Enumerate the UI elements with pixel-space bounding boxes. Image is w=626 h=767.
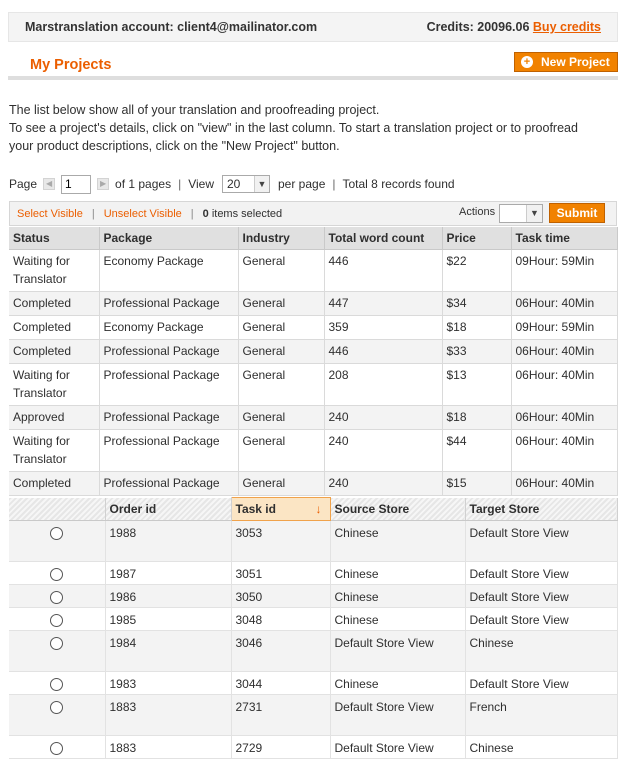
radio-cell [9, 585, 105, 608]
radio-cell [9, 736, 105, 759]
mass-action-bar [9, 201, 617, 226]
table-row[interactable] [9, 406, 617, 430]
table-row[interactable] [9, 250, 617, 292]
source-store-cell: Default Store View [330, 631, 465, 672]
table-row[interactable] [9, 340, 617, 364]
target-store-cell: Default Store View [465, 672, 617, 695]
source-store-cell: Chinese [330, 585, 465, 608]
table-row[interactable] [9, 521, 617, 562]
row-radio[interactable] [50, 637, 63, 650]
table-row[interactable] [9, 430, 617, 472]
target-store-cell: Chinese [465, 631, 617, 672]
order-id-cell: 1987 [105, 562, 231, 585]
intro-line-1: The list below show all of your translation and proofreading project. [9, 103, 380, 117]
order-id-cell: 1985 [105, 608, 231, 631]
col-word-count[interactable]: Total word count [324, 227, 442, 250]
col-task-id-label: Task id [235, 502, 276, 516]
col-status[interactable]: Status [9, 227, 99, 250]
intro-line-2: To see a project's details, click on "view" in the last column. To start a translation project or to proofread [9, 121, 578, 135]
radio-cell [9, 608, 105, 631]
table-row[interactable] [9, 316, 617, 340]
price-cell: $18 [442, 406, 511, 430]
package-cell: Professional Package [99, 430, 238, 472]
page-label: Page [9, 177, 38, 191]
target-store-cell: Default Store View [465, 585, 617, 608]
industry-cell: General [238, 472, 324, 496]
source-store-cell: Chinese [330, 521, 465, 562]
status-cell: Completed [9, 292, 99, 316]
order-id-cell: 1883 [105, 695, 231, 736]
task-id-cell: 3053 [231, 521, 330, 562]
projects-table [9, 227, 618, 496]
new-project-button[interactable] [514, 52, 618, 72]
intro-text [9, 101, 609, 155]
status-cell: Approved [9, 406, 99, 430]
task-time-cell: 06Hour: 40Min [511, 292, 617, 316]
col-order-id[interactable]: Order id [105, 498, 231, 521]
divider: | [91, 207, 95, 220]
package-cell: Professional Package [99, 292, 238, 316]
package-cell: Economy Package [99, 316, 238, 340]
table-row[interactable] [9, 364, 617, 406]
word-count-cell: 208 [324, 364, 442, 406]
selected-count: 0 [202, 207, 209, 220]
task-id-cell: 3044 [231, 672, 330, 695]
col-select [9, 498, 105, 521]
source-store-cell: Default Store View [330, 695, 465, 736]
task-time-cell: 06Hour: 40Min [511, 472, 617, 496]
table-row[interactable] [9, 472, 617, 496]
projects-header-row [9, 227, 617, 250]
order-id-cell: 1986 [105, 585, 231, 608]
radio-cell [9, 631, 105, 672]
package-cell: Professional Package [99, 472, 238, 496]
col-task-id[interactable] [231, 498, 330, 521]
target-store-cell: French [465, 695, 617, 736]
price-cell: $34 [442, 292, 511, 316]
chevron-down-icon: ▼ [526, 205, 542, 222]
col-industry[interactable]: Industry [238, 227, 324, 250]
task-time-cell: 06Hour: 40Min [511, 430, 617, 472]
word-count-cell: 359 [324, 316, 442, 340]
target-store-cell: Default Store View [465, 562, 617, 585]
selected-label: items selected [211, 207, 283, 220]
table-row[interactable] [9, 672, 617, 695]
col-package[interactable]: Package [99, 227, 238, 250]
word-count-cell: 446 [324, 250, 442, 292]
industry-cell: General [238, 364, 324, 406]
plus-icon: + [521, 56, 533, 68]
price-cell: $15 [442, 472, 511, 496]
word-count-cell: 240 [324, 406, 442, 430]
industry-cell: General [238, 250, 324, 292]
target-store-cell: Chinese [465, 736, 617, 759]
orders-table [9, 497, 618, 759]
price-cell: $18 [442, 316, 511, 340]
submit-button[interactable]: Submit [549, 203, 605, 223]
next-page-icon[interactable]: ▶ [97, 178, 109, 190]
of-pages: of 1 pages [115, 177, 172, 191]
table-row[interactable] [9, 562, 617, 585]
word-count-cell: 240 [324, 430, 442, 472]
pager-divider: | [178, 177, 182, 191]
credits-label: Credits: 20096.06 [426, 20, 530, 34]
status-cell: Waiting for Translator [9, 250, 99, 292]
status-cell: Completed [9, 340, 99, 364]
package-cell: Professional Package [99, 406, 238, 430]
col-target-store[interactable]: Target Store [465, 498, 617, 521]
pager [9, 174, 455, 194]
row-radio[interactable] [50, 527, 63, 540]
word-count-cell: 446 [324, 340, 442, 364]
col-price[interactable]: Price [442, 227, 511, 250]
status-cell: Waiting for Translator [9, 430, 99, 472]
package-cell: Professional Package [99, 364, 238, 406]
status-cell: Completed [9, 472, 99, 496]
unselect-visible-link[interactable]: Unselect Visible [103, 207, 182, 220]
task-id-cell: 3050 [231, 585, 330, 608]
divider: | [190, 207, 194, 220]
task-time-cell: 09Hour: 59Min [511, 316, 617, 340]
col-task-time[interactable]: Task time [511, 227, 617, 250]
package-cell: Professional Package [99, 340, 238, 364]
industry-cell: General [238, 316, 324, 340]
price-cell: $33 [442, 340, 511, 364]
account-bar [8, 12, 618, 42]
per-page-label: per page [278, 177, 326, 191]
view-label: View [188, 177, 214, 191]
source-store-cell: Chinese [330, 608, 465, 631]
page-input[interactable] [61, 175, 91, 194]
credits-info [427, 20, 601, 34]
word-count-cell: 240 [324, 472, 442, 496]
industry-cell: General [238, 340, 324, 364]
status-cell: Waiting for Translator [9, 364, 99, 406]
table-row[interactable] [9, 695, 617, 736]
table-row[interactable] [9, 292, 617, 316]
sort-arrow-icon: ↓ [315, 502, 322, 516]
radio-cell [9, 672, 105, 695]
row-radio[interactable] [50, 701, 63, 714]
status-cell: Completed [9, 316, 99, 340]
target-store-cell: Default Store View [465, 521, 617, 562]
order-id-cell: 1988 [105, 521, 231, 562]
task-time-cell: 09Hour: 59Min [511, 250, 617, 292]
radio-cell [9, 521, 105, 562]
orders-header-row [9, 498, 617, 521]
table-row[interactable] [9, 631, 617, 672]
row-radio[interactable] [50, 591, 63, 604]
price-cell: $22 [442, 250, 511, 292]
radio-cell [9, 695, 105, 736]
package-cell: Economy Package [99, 250, 238, 292]
price-cell: $44 [442, 430, 511, 472]
prev-page-icon[interactable]: ◀ [43, 178, 55, 190]
title-row [8, 50, 618, 80]
target-store-cell: Default Store View [465, 608, 617, 631]
select-visible-link[interactable]: Select Visible [17, 207, 83, 220]
account-label: Marstranslation account: client4@mailinator.com [25, 20, 318, 34]
new-project-label: New Project [541, 55, 610, 69]
source-store-cell: Chinese [330, 672, 465, 695]
chevron-down-icon: ▼ [254, 176, 269, 192]
table-row[interactable] [9, 736, 617, 759]
pager-divider: | [332, 177, 336, 191]
order-id-cell: 1883 [105, 736, 231, 759]
industry-cell: General [238, 292, 324, 316]
radio-cell [9, 562, 105, 585]
task-id-cell: 2729 [231, 736, 330, 759]
task-id-cell: 3048 [231, 608, 330, 631]
table-row[interactable] [9, 608, 617, 631]
order-id-cell: 1983 [105, 672, 231, 695]
row-radio[interactable] [50, 568, 63, 581]
task-id-cell: 3046 [231, 631, 330, 672]
intro-line-3: your product descriptions, click on the "New Project" button. [9, 139, 340, 153]
task-time-cell: 06Hour: 40Min [511, 406, 617, 430]
row-radio[interactable] [50, 742, 63, 755]
task-id-cell: 3051 [231, 562, 330, 585]
order-id-cell: 1984 [105, 631, 231, 672]
word-count-cell: 447 [324, 292, 442, 316]
page-title: My Projects [30, 57, 112, 73]
industry-cell: General [238, 430, 324, 472]
source-store-cell: Default Store View [330, 736, 465, 759]
row-radio[interactable] [50, 678, 63, 691]
col-source-store[interactable]: Source Store [330, 498, 465, 521]
actions-select[interactable] [499, 204, 543, 223]
per-page-select[interactable] [222, 175, 270, 193]
row-radio[interactable] [50, 614, 63, 627]
price-cell: $13 [442, 364, 511, 406]
total-records: Total 8 records found [342, 177, 455, 191]
task-id-cell: 2731 [231, 695, 330, 736]
task-time-cell: 06Hour: 40Min [511, 340, 617, 364]
source-store-cell: Chinese [330, 562, 465, 585]
task-time-cell: 06Hour: 40Min [511, 364, 617, 406]
per-page-value: 20 [227, 177, 241, 191]
buy-credits-link[interactable]: Buy credits [532, 20, 601, 34]
actions-label: Actions [459, 206, 496, 218]
table-row[interactable] [9, 585, 617, 608]
industry-cell: General [238, 406, 324, 430]
